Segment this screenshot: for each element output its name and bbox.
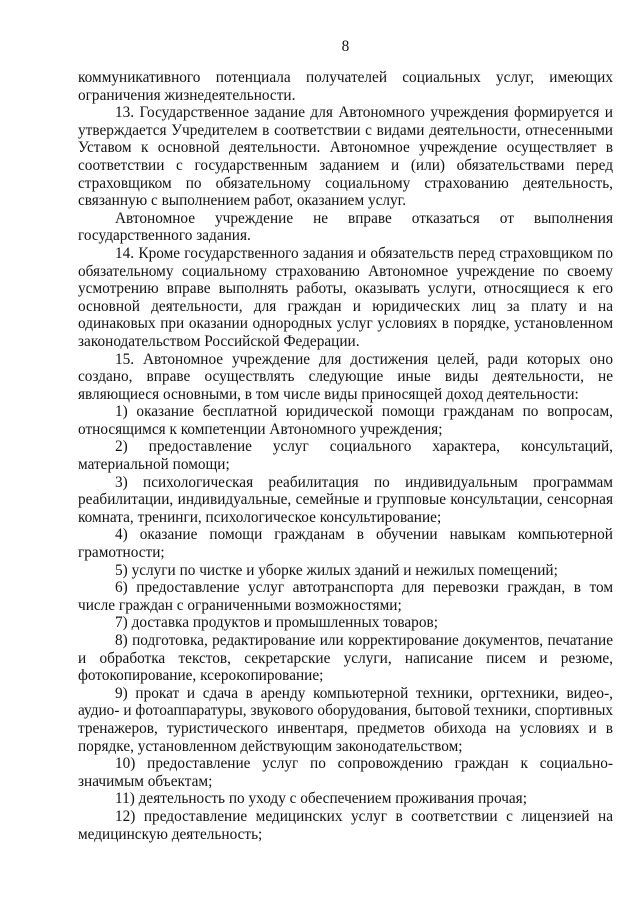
list-item-9: 9) прокат и сдача в аренду компьютерной техники, оргтехники, видео-, аудио- и фотоаппаратуры, звукового оборудования, бытовой техники, спортивных тренажеров, туристического инвентаря, предметов обихода на условиях и в порядке, установленном действующим законодательством; xyxy=(78,684,613,755)
paragraph-15: 15. Автономное учреждение для достижения целей, ради которых оно создано, вправе осуществлять следующие иные виды деятельности, не являющиеся основными, в том числе виды приносящей доход деятельности: xyxy=(78,350,613,403)
list-item-2: 2) предоставление услуг социального характера, консультаций, материальной помощи; xyxy=(78,438,613,474)
list-item-3: 3) психологическая реабилитация по индивидуальным программам реабилитации, индивидуальные, семейные и групповые консультации, сенсорная комната, тренинги, психологическое консультирование; xyxy=(78,473,613,526)
list-item-10: 10) предоставление услуг по сопровождению граждан к социально-значимым объектам; xyxy=(78,755,613,790)
list-item-8: 8) подготовка, редактирование или корректирование документов, печатание и обработка текстов, секретарские услуги, написание писем и резюме, фотокопирование, ксерокопирование; xyxy=(78,632,613,685)
list-item-6: 6) предоставление услуг автотранспорта для перевозки граждан, в том числе граждан с ограниченными возможностями; xyxy=(78,579,613,614)
list-item-5: 5) услуги по чистке и уборке жилых зданий и нежилых помещений; xyxy=(115,561,558,579)
paragraph-14: 14. Кроме государственного задания и обязательств перед страховщиком по обязательному социальному страхованию Автономное учреждение по своему усмотрению вправе выполнять работы, оказывать услуги, относящиеся к его основной деятельности, для граждан и юридических лиц за плату и на одинаковых при оказании однородных услуг условиях в порядке, установленном законодательством Российской Федерации. xyxy=(78,244,613,350)
paragraph-13-refusal: Автономное учреждение не вправе отказаться от выполнения государственного задания. xyxy=(78,209,613,245)
paragraph-continuation: коммуникативного потенциала получателей социальных услуг, имеющих ограничения жизнедеятельности. xyxy=(78,69,613,104)
list-item-4: 4) оказание помощи гражданам в обучении навыкам компьютерной грамотности; xyxy=(78,526,613,562)
document-body xyxy=(78,69,613,843)
page-number: 8 xyxy=(341,38,350,55)
list-item-1: 1) оказание бесплатной юридической помощи гражданам по вопросам, относящимся к компетенции Автономного учреждения; xyxy=(78,403,613,438)
list-item-11: 11) деятельность по уходу с обеспечением проживания прочая; xyxy=(115,790,527,808)
list-item-12: 12) предоставление медицинских услуг в соответствии с лицензией на медицинскую деятельность; xyxy=(78,807,613,843)
paragraph-13: 13. Государственное задание для Автономного учреждения формируется и утверждается Учредителем в соответствии с видами деятельности, отнесенными Уставом к основной деятельности. Автономное учреждение осуществляет в соответствии с государственным заданием и (или) обязательствами перед страховщиком по обязательному социальному страхованию деятельность, связанную с выполнением работ, оказанием услуг. xyxy=(78,104,613,210)
list-item-7: 7) доставка продуктов и промышленных товаров; xyxy=(115,614,438,632)
